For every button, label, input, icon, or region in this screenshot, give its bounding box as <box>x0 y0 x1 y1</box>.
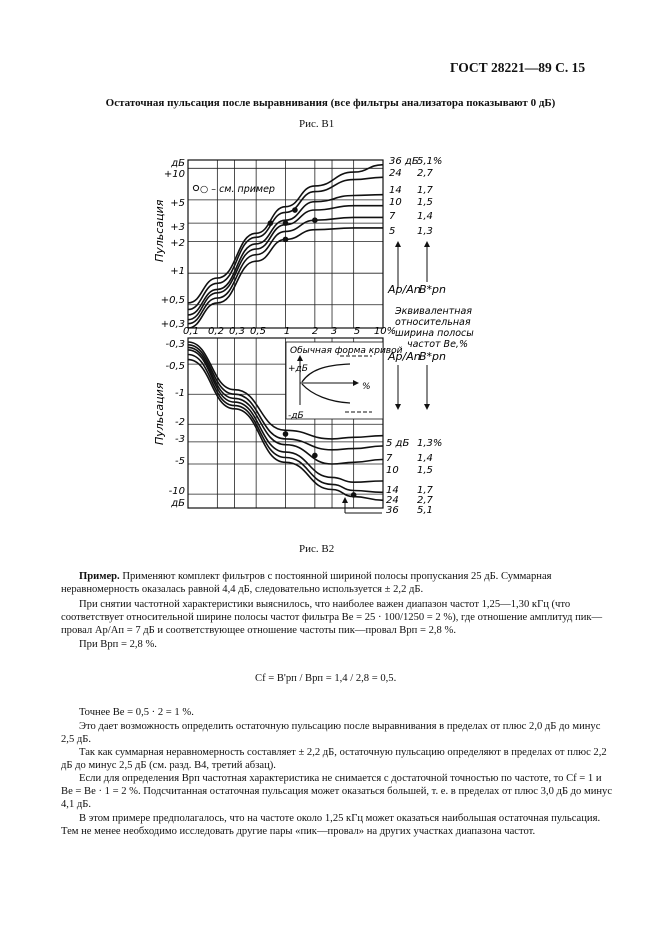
example-point <box>292 207 298 213</box>
r1-label: 24 <box>389 168 402 179</box>
axis-title-line: частот Be,% <box>407 339 468 350</box>
y-tick: +10 <box>163 169 185 180</box>
example-text: Применяют комплект фильтров с постоянной шириной полосы пропускания 25 дБ. Суммарная неравномерность оказалась равной 4,4 дБ, следовательно используется ± 2,2 дБ. <box>61 571 552 596</box>
axis-title-line: ширина полосы <box>395 328 474 339</box>
page-title: Остаточная пульсация после выравнивания (все фильтры анализатора показывают 0 дБ) <box>105 97 556 109</box>
chart1-legend <box>200 184 275 195</box>
inset-plus-db: +дБ <box>288 364 308 374</box>
r1-label: 36 дБ <box>389 156 419 167</box>
r2-label: 5,1 <box>417 505 433 516</box>
inset-minus-db: -дБ <box>288 411 304 421</box>
paragraph: В этом примере предполагалось, что на частоте около 1,25 кГц может оказаться наибольшая остаточная пульсация. Тем не менее необходимо исследовать другие пары «пик—провал» на других участках диапазона частот. <box>61 813 601 838</box>
inset-title: Обычная форма кривой <box>290 346 403 356</box>
y-tick: -0,3 <box>165 339 185 350</box>
y-tick: дБ <box>171 158 185 169</box>
x-tick: 3 <box>330 326 338 337</box>
x-tick: 0,3 <box>229 326 245 337</box>
page-header: ГОСТ 28221—89 С. 15 <box>450 60 586 75</box>
example-point <box>312 217 318 223</box>
y-tick: +5 <box>170 198 185 209</box>
r1-label: 10 <box>386 465 399 476</box>
formula: Cf = B'рп / Bрп = 1,4 / 2,8 = 0,5. <box>255 673 397 684</box>
example-point <box>268 220 274 226</box>
r2-label: 1,7 <box>417 485 433 496</box>
r1-label: 36 <box>386 505 399 516</box>
r1-label: 7 <box>386 453 393 464</box>
paragraph: Точнее Bе = 0,5 · 2 = 1 %. <box>79 707 194 718</box>
paragraph: Это дает возможность определить остаточную пульсацию после выравнивания в пределах от плюс 2,0 дБ до минус 2,5 дБ. <box>61 721 601 746</box>
chart2-right-labels <box>386 438 442 516</box>
paragraph: Так как суммарная неравномерность составляет ± 2,2 дБ, остаточную пульсацию определяют в пределах от плюс 2,2 дБ до минус 2,5 дБ (см. разд. В4, третий абзац). <box>61 747 607 772</box>
example-point <box>351 492 357 498</box>
x-tick: 5 <box>353 326 361 337</box>
r1-label: 14 <box>386 485 399 496</box>
axis-title-line: Эквивалентная <box>395 306 472 317</box>
y-tick: -5 <box>175 456 185 467</box>
axis-title-line: относительная <box>395 317 471 328</box>
y-tick: -1 <box>175 388 185 399</box>
figure1-label: Рис. В1 <box>299 118 335 130</box>
paragraph: Если для определения Bрп частотная характеристика не снимается с достаточной точностью по частоте, то Cf = 1 и Bе = Bе · 1 = 2 %. Подсчитанная остаточная пульсация может оказаться большей, т. е. в пределах от плюс 3,0 дБ до минус 4,1 дБ. <box>61 773 613 811</box>
y-tick: дБ <box>171 498 185 509</box>
y-tick: -2 <box>175 417 185 428</box>
example-point <box>283 431 289 437</box>
bpn-label: B*pn <box>419 283 447 296</box>
y-tick: -0,5 <box>165 361 185 372</box>
paragraph-example <box>61 570 613 596</box>
apan-label: Ap/An <box>388 350 421 363</box>
figure2-label: Рис. В2 <box>299 543 335 555</box>
chart2-y-axis-label: Пульсация <box>153 382 166 445</box>
r2-label: 1,5 <box>417 465 433 476</box>
x-tick: 0,5 <box>250 326 266 337</box>
r1-label: 10 <box>389 197 402 208</box>
chart1-y-axis-label: Пульсация <box>153 199 166 262</box>
r1-label: 5 дБ <box>386 438 410 449</box>
r2-label: 2,7 <box>417 168 433 179</box>
chart2-y-ticks <box>165 339 185 509</box>
inset-typical-curve <box>286 342 403 421</box>
legend-marker <box>193 185 198 190</box>
y-tick: +0,5 <box>160 295 185 306</box>
r2-label: 2,7 <box>417 495 433 506</box>
bpn-label: B*pn <box>419 350 447 363</box>
paragraph: При Bрп = 2,8 %. <box>79 639 157 650</box>
r2-label: 1,3% <box>417 438 443 449</box>
x-tick: 0,2 <box>208 326 224 337</box>
y-tick: +0,3 <box>160 319 185 330</box>
r1-label: 7 <box>389 211 396 222</box>
inset-pct: % <box>362 382 371 392</box>
r1-label: 14 <box>389 185 402 196</box>
r1-label: 5 <box>389 226 396 237</box>
example-point <box>283 220 289 226</box>
example-point <box>312 453 318 459</box>
y-tick: -3 <box>175 434 185 445</box>
y-tick: +3 <box>170 222 185 233</box>
ripple-charts <box>0 140 661 520</box>
y-tick: +1 <box>170 266 185 277</box>
x-tick: 2 <box>311 326 319 337</box>
chart1-right-labels <box>389 156 442 237</box>
x-tick: 10% <box>373 326 397 337</box>
r2-label: 1,5 <box>417 197 433 208</box>
legend-text: ○ – см. пример <box>200 184 275 195</box>
r1-label: 24 <box>386 495 399 506</box>
r2-label: 1,4 <box>417 211 433 222</box>
r2-label: 1,7 <box>417 185 433 196</box>
example-point <box>283 237 289 243</box>
r2-label: 1,4 <box>417 453 433 464</box>
r2-label: 5,1% <box>417 156 443 167</box>
r2-label: 1,3 <box>417 226 433 237</box>
x-tick: 1 <box>283 326 291 337</box>
apan-label: Ap/An <box>388 283 421 296</box>
y-tick: +2 <box>170 238 185 249</box>
x-tick: 0,1 <box>183 326 199 337</box>
bandwidth-axis-title <box>394 306 474 350</box>
y-tick: -10 <box>168 486 185 497</box>
paragraph: При снятии частотной характеристики выяснилось, что наиболее важен диапазон частот 1,25—1,30 кГц (что соответствует относительной ширине полосы частот фильтра Bе = 25 · 100/1250 = 2 %), где отношение амплитуд пик—провал Aр/Aп = 7 дБ и соответствующее отношение частоты пик—провал Bрп = 2,8 %. <box>61 599 603 637</box>
example-bold: Пример. <box>79 571 120 582</box>
